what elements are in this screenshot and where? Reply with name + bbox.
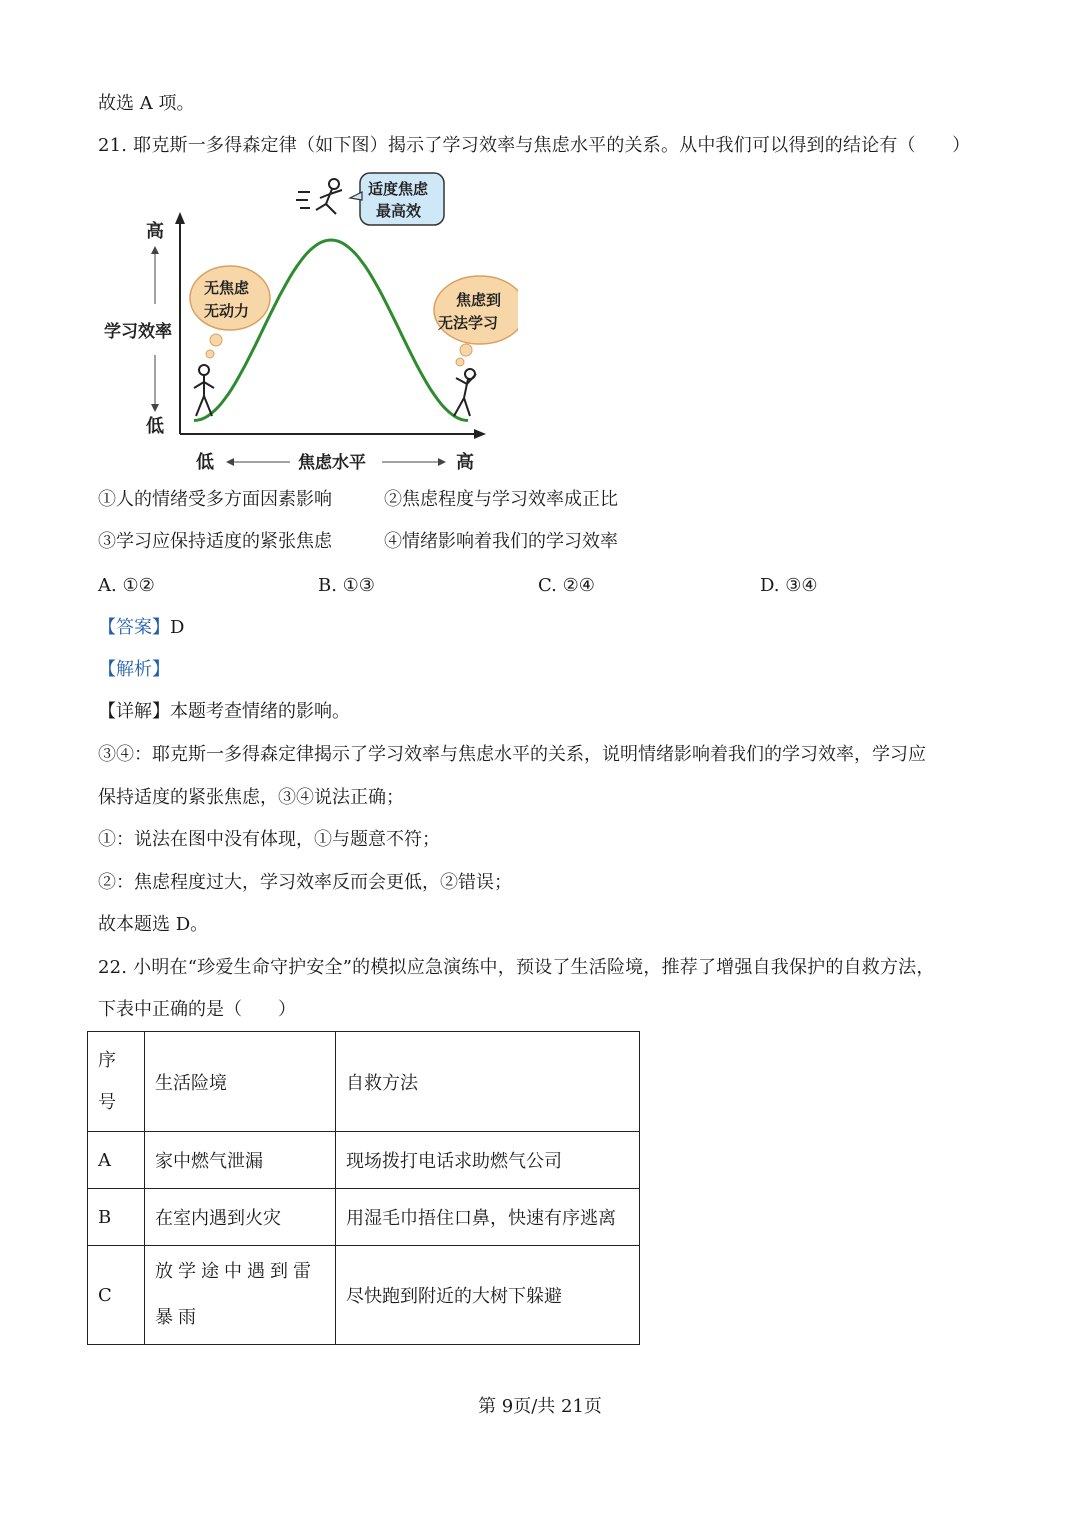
- row-b-situation: 在室内遇到火灾: [145, 1189, 336, 1246]
- explanation-line-1: ③④：耶克斯一多得森定律揭示了学习效率与焦虑水平的关系，说明情绪影响着我们的学习效率，学习应: [98, 744, 926, 765]
- header-method: 自救方法: [336, 1032, 640, 1132]
- top-bubble-line2: 最高效: [376, 202, 422, 220]
- left-thought-bubble: [190, 266, 270, 330]
- answer-line: [98, 616, 184, 640]
- statement-3: ③学习应保持适度的紧张焦虑: [98, 531, 332, 552]
- right-bubble-line2: 无法学习: [438, 314, 499, 332]
- table-row: [88, 1189, 640, 1246]
- yerkes-dodson-chart: [98, 170, 518, 480]
- right-thought-bubble: [434, 276, 518, 344]
- explanation-line-5: 故本题选 D。: [98, 914, 209, 935]
- idle-figure-icon: [194, 365, 214, 416]
- y-axis-arrow: [175, 212, 185, 224]
- header-seq-cell: [88, 1032, 145, 1132]
- detail-tag: 【详解】: [98, 701, 170, 722]
- analysis-tag: 【解析】: [98, 659, 170, 680]
- x-axis-label: 焦虑水平: [298, 453, 366, 473]
- left-thought-dot-1: [210, 334, 222, 346]
- intro-line: 故选 A 项。: [98, 93, 195, 114]
- x-low-label: 低: [196, 452, 214, 473]
- left-bubble-line2: 无动力: [204, 302, 250, 320]
- y-low-label: 低: [146, 416, 164, 437]
- q22-stem-line2: 下表中正确的是（ ）: [98, 999, 296, 1020]
- left-thought-dot-2: [206, 350, 214, 358]
- safety-table: [87, 1031, 640, 1345]
- analysis-line: [98, 658, 170, 682]
- explanation-line-2: 保持适度的紧张焦虑，③④说法正确；: [98, 787, 404, 808]
- y-arrow-down-head: [151, 404, 159, 412]
- row-a-seq: A: [88, 1132, 145, 1189]
- row-a-method: 现场拨打电话求助燃气公司: [336, 1132, 640, 1189]
- q22-stem-line1: 22. 小明在“珍爱生命守护安全”的模拟应急演练中，预设了生活险境，推荐了增强自我保护的自救方法，: [98, 957, 935, 978]
- explanation-line-3: ①：说法在图中没有体现，①与题意不符；: [98, 829, 440, 850]
- header-situation: 生活险境: [145, 1032, 336, 1132]
- y-axis-label: 学习效率: [104, 322, 172, 342]
- q21-stem: 21. 耶克斯一多得森定律（如下图）揭示了学习效率与焦虑水平的关系。从中我们可以得到的结论有（ ）: [98, 135, 971, 156]
- header-seq-2: 号: [98, 1091, 116, 1113]
- yerkes-dodson-figure: [98, 170, 518, 480]
- option-d: D. ③④: [760, 575, 818, 596]
- statement-1: ①人的情绪受多方面因素影响: [98, 489, 332, 510]
- top-bubble-tail: [350, 192, 362, 200]
- left-bubble-line1: 无焦虑: [204, 279, 250, 297]
- row-b-seq: B: [88, 1189, 145, 1246]
- table-row: [88, 1132, 640, 1189]
- y-arrow-up-head: [151, 246, 159, 254]
- table-row: [88, 1246, 640, 1345]
- x-axis-arrow: [474, 429, 486, 439]
- detail-line: [98, 700, 350, 724]
- statement-2: ②焦虑程度与学习效率成正比: [384, 489, 618, 510]
- top-bubble-line1: 适度焦虑: [368, 180, 429, 198]
- stressed-figure-icon: [454, 369, 476, 416]
- answer-value: D: [170, 617, 185, 638]
- row-b-method: 用湿毛巾捂住口鼻，快速有序逃离: [336, 1189, 640, 1246]
- detail-text: 本题考查情绪的影响。: [170, 701, 350, 722]
- row-c-method: 尽快跑到附近的大树下躲避: [336, 1246, 640, 1345]
- x-arrow-right-head: [438, 458, 446, 466]
- right-thought-dot-1: [460, 344, 472, 356]
- option-a: A. ①②: [98, 575, 155, 596]
- table-header-row: [88, 1032, 640, 1132]
- page-footer: 第 9页/共 21页: [478, 1396, 602, 1417]
- explanation-line-4: ②：焦虑程度过大，学习效率反而会更低，②错误；: [98, 872, 512, 893]
- statement-4: ④情绪影响着我们的学习效率: [384, 531, 618, 552]
- right-thought-dot-2: [456, 358, 464, 366]
- right-bubble-line1: 焦虑到: [456, 291, 502, 309]
- option-b: B. ①③: [318, 575, 375, 596]
- running-figure-icon: [296, 179, 342, 214]
- answer-tag: 【答案】: [98, 617, 170, 638]
- row-a-situation: 家中燃气泄漏: [145, 1132, 336, 1189]
- header-seq-1: 序: [98, 1049, 116, 1071]
- row-c-situation: 放学途中遇到雷暴雨: [145, 1246, 336, 1345]
- option-c: C. ②④: [538, 575, 595, 596]
- x-high-label: 高: [456, 452, 474, 473]
- y-high-label: 高: [146, 221, 164, 242]
- row-c-seq: C: [88, 1246, 145, 1345]
- x-arrow-left-head: [226, 458, 234, 466]
